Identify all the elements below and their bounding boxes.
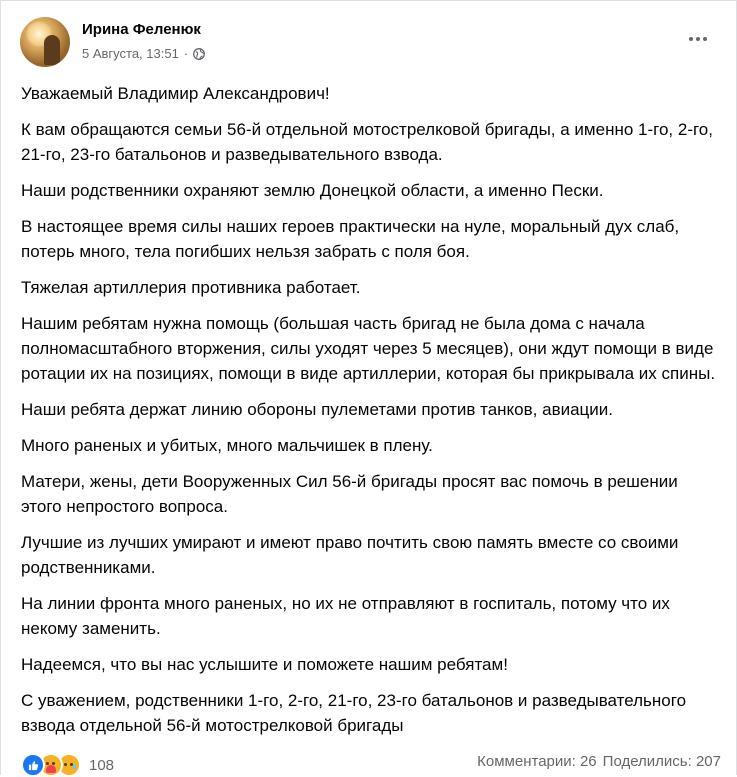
post-body xyxy=(21,81,721,749)
post-paragraph: На линии фронта много раненых, но их не отправляют в госпиталь, потому что их некому заменить. xyxy=(21,594,670,638)
post-meta xyxy=(82,46,205,61)
post-header xyxy=(20,17,720,69)
more-options-icon[interactable] xyxy=(684,29,712,49)
post-paragraph: Нашим ребятам нужна помощь (большая часть бригад не была дома с начала полномасштабного вторжения, силы уходят через 5 месяцев), они ждут помощи в виде ротации их на позициях, помощи в виде артиллерии, которая бы прикрывала их спины. xyxy=(21,314,716,383)
post-paragraph: К вам обращаются семьи 56-й отдельной мотострелковой бригады, а именно 1-го, 2-го, 21-го, 23-го батальонов и разведывательного взвода. xyxy=(21,120,713,164)
reactions-summary[interactable] xyxy=(21,753,114,777)
post-paragraph: Надеемся, что вы нас услышите и поможете нашим ребятам! xyxy=(21,655,508,674)
comments-count[interactable]: Комментарии: 26 xyxy=(477,753,597,770)
author-name[interactable]: Ирина Феленюк xyxy=(82,21,201,38)
post-paragraph: Уважаемый Владимир Александрович! xyxy=(21,84,330,103)
post-paragraph: В настоящее время силы наших героев практически на нуле, моральный дух слаб, потерь много, тела погибших нельзя забрать с поля боя. xyxy=(21,217,680,261)
more-dot xyxy=(689,37,693,41)
shares-count[interactable]: Поделились: 207 xyxy=(602,753,721,770)
post-stats xyxy=(477,753,721,770)
more-dot xyxy=(696,37,700,41)
care-heart xyxy=(46,765,56,773)
post-footer xyxy=(21,753,721,777)
post-date[interactable]: 5 Августа, 13:51 xyxy=(82,46,179,61)
post-paragraph: Тяжелая артиллерия противника работает. xyxy=(21,278,361,297)
post-paragraph: Наши родственники охраняют землю Донецкой области, а именно Пески. xyxy=(21,181,604,200)
post-paragraph: Матери, жены, дети Вооруженных Сил 56-й бригады просят вас помочь в решении этого непростого вопроса. xyxy=(21,472,678,516)
post-paragraph: С уважением, родственники 1-го, 2-го, 21-го, 23-го батальонов и разведывательного взвода отдельной 56-й мотострелковой бригады xyxy=(21,691,687,735)
sad-eye xyxy=(64,763,67,766)
sad-tear xyxy=(73,764,76,769)
reaction-count[interactable]: 108 xyxy=(89,756,115,774)
post-paragraph: Много раненых и убитых, много мальчишек в плену. xyxy=(21,436,433,455)
like-icon xyxy=(21,753,45,777)
post-paragraph: Наши ребята держат линию обороны пулеметами против танков, авиации. xyxy=(21,400,614,419)
author-avatar[interactable] xyxy=(20,17,70,67)
meta-separator: · xyxy=(183,46,189,61)
post-paragraph: Лучшие из лучших умирают и имеют право почтить свою память вместе со своими родственниками. xyxy=(21,533,679,577)
globe-icon[interactable] xyxy=(193,48,205,60)
more-dot xyxy=(703,37,707,41)
avatar-figure xyxy=(44,35,60,65)
